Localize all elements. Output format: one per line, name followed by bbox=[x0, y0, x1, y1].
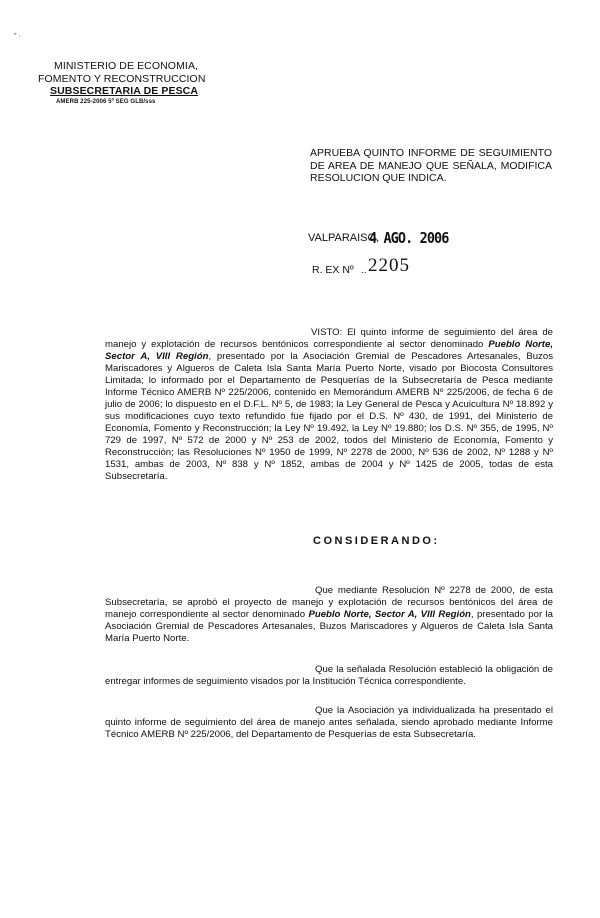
considerando-1-text-2: , presentado por la Asociación Gremial de Pescadores Artesanales, Buzos Mariscadores y Algueros de Caleta Isla Santa María Puerto Norte. bbox=[105, 609, 553, 644]
ministry-line-1: MINISTERIO DE ECONOMIA, bbox=[54, 60, 199, 72]
resolution-prefix: R. EX Nº bbox=[312, 264, 354, 276]
considerando-1-sector: Pueblo Norte, Sector A, VIII Región bbox=[308, 609, 471, 620]
document-title: APRUEBA QUINTO INFORME DE SEGUIMIENTO DE AREA DE MANEJO QUE SEÑALA, MODIFICA RESOLUCION QUE INDICA. bbox=[310, 147, 552, 184]
letterhead bbox=[38, 60, 206, 106]
considerando-1 bbox=[105, 585, 553, 645]
reference-code: AMERB 225-2006 5º SEG GLB/sss bbox=[56, 98, 156, 105]
subsecretaria-label: SUBSECRETARIA DE PESCA bbox=[50, 85, 199, 97]
visto-sector: Pueblo Norte, Sector A, VIII Región bbox=[105, 339, 553, 362]
visto-text-1: El quinto informe de seguimiento del área de manejo y explotación de recursos bentónicos correspondiente al sector denominado bbox=[105, 327, 553, 350]
resolution-label bbox=[312, 264, 367, 276]
resolution-number: 2205 bbox=[368, 255, 410, 276]
resolution-dots: .. bbox=[360, 264, 367, 276]
considerando-2-text: Que la señalada Resolución estableció la obligación de entregar informes de seguimiento visados por la Institución Técnica correspondiente. bbox=[105, 664, 553, 687]
considerando-3-text: Que la Asociación ya individualizada ha presentado el quinto informe de seguimiento del área de manejo antes señalada, siendo aprobado mediante Informe Técnico AMERB Nº 225/2006, del Departamento de Pesquerías de esta Subsecretaría. bbox=[105, 705, 553, 740]
visto-text-2: , presentado por la Asociación Gremial de Pescadores Artesanales, Buzos Mariscadores y Algueros de Caleta Isla Santa María Puerto Norte, visado por Biocosta Consultores Limitada; lo informado por el Departamento de Pesquerías de la Subsecretaría de Pesca mediante Informe Técnico AMERB Nº 225/2006, contenido en Memorándum AMERB Nº 225/2006, de fecha 6 de julio de 2006; lo dispuesto en el D.F.L. Nº 5, de 1983; la Ley General de Pesca y Acuicultura Nº 18.892 y sus modificaciones cuyo texto refundido fue fijado por el D.S. Nº 430, de 1991, del Ministerio de Economía, Fomento y Reconstrucción; la Ley Nº 19.492, la Ley Nº 19.880; los D.S. Nº 355, de 1995, Nº 729 de 1997, Nº 572 de 2000 y Nº 253 de 2002, todos del Ministerio de Economía, Fomento y Reconstrucción; las Resoluciones Nº 1950 de 1999, Nº 2278 de 2000, Nº 536 de 2002, Nº 1288 y Nº 1531, ambas de 2003, Nº 838 y Nº 1852, ambas de 2004 y Nº 1425 de 2005, todas de esta Subsecretaría. bbox=[105, 351, 553, 482]
stray-mark: " · bbox=[14, 33, 21, 40]
dateline-place: VALPARAISO, bbox=[308, 232, 380, 244]
considerando-heading: CONSIDERANDO: bbox=[313, 535, 440, 547]
visto-lead: VISTO: bbox=[311, 327, 343, 338]
ministry-line-2: FOMENTO Y RECONSTRUCCION bbox=[38, 72, 206, 85]
dateline-stamp: 4 AGO. 2006 bbox=[369, 229, 449, 247]
considerando-1-text-1: Que mediante Resolución Nº 2278 de 2000, de esta Subsecretaría, se aprobó el proyecto de manejo y explotación de recursos bentónicos del área de manejo correspondiente al sector denominado bbox=[105, 585, 553, 620]
considerando-2 bbox=[105, 664, 553, 688]
considerando-3 bbox=[105, 705, 553, 741]
visto-paragraph bbox=[105, 327, 553, 483]
